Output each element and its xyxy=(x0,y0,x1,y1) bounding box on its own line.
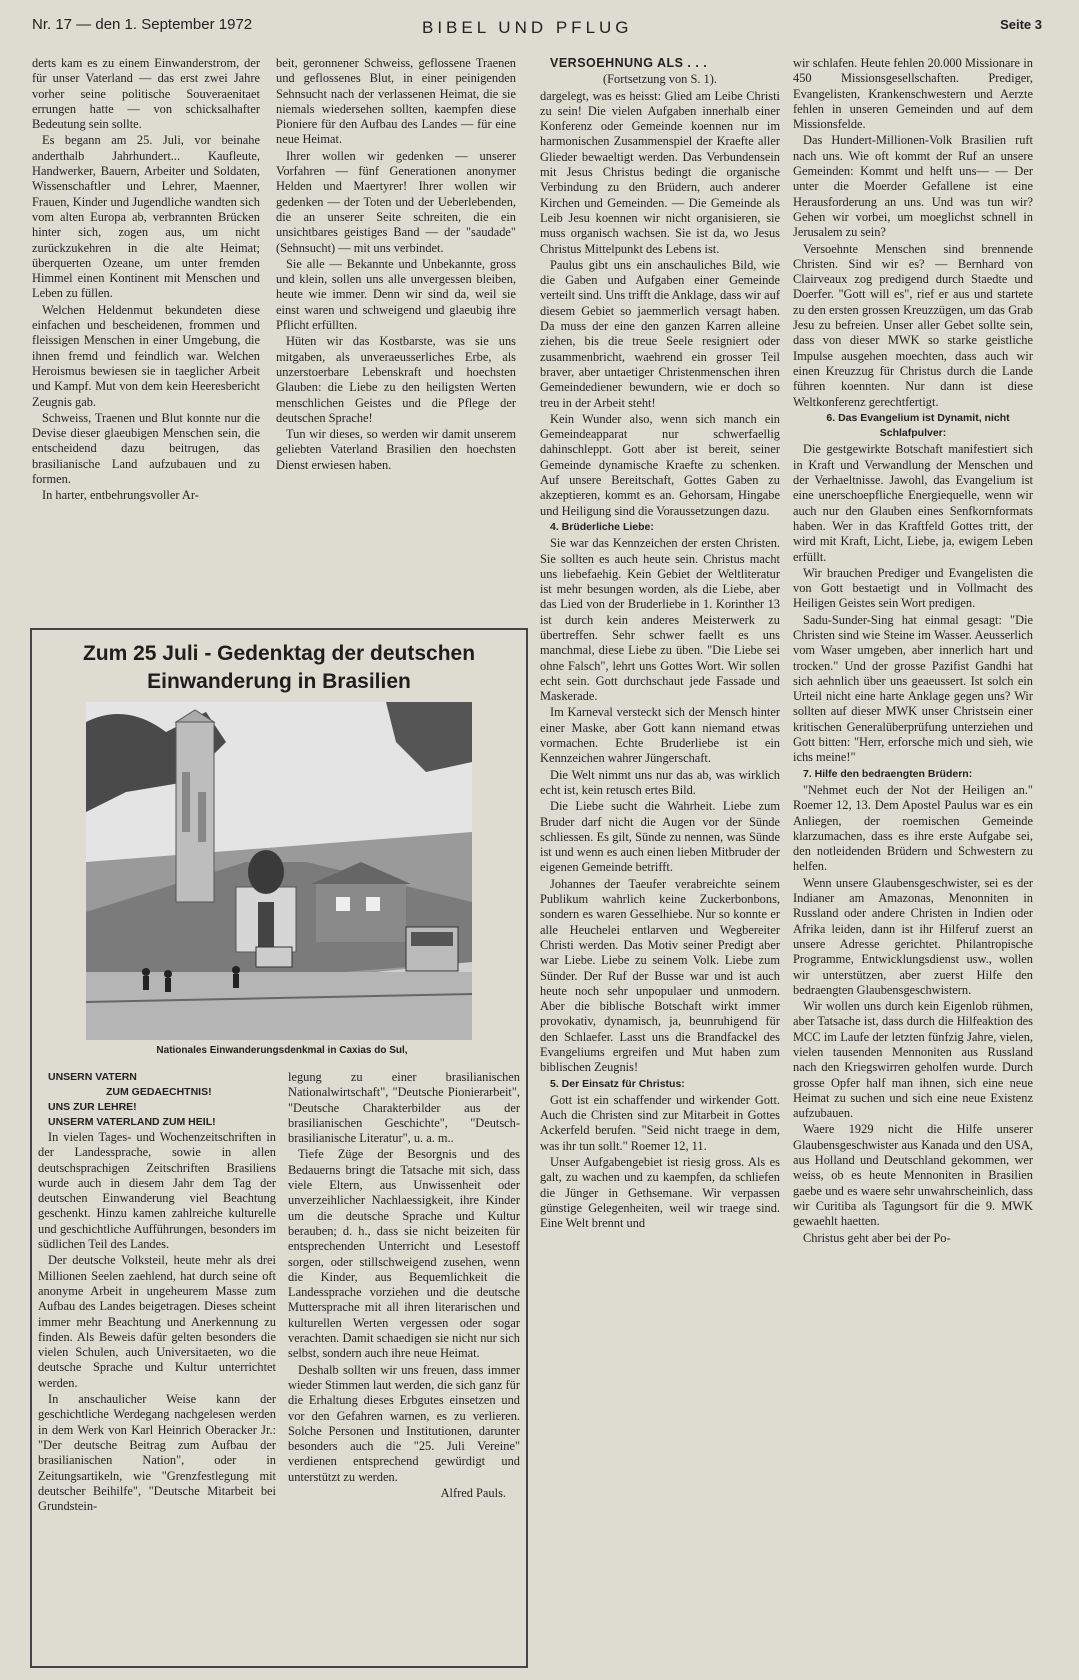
paragraph: wir schlafen. Heute fehlen 20.000 Missionare in 450 Missionsgesellschaften. Prediger, Evangelisten, Krankenschwestern und Aerzte fehlen in unseren Gemeinden und auf dem Missionsfelde. xyxy=(793,56,1033,132)
paragraph: derts kam es zu einem Einwanderstrom, der für unser Vaterland — das erst zwei Jahre vorher seine politische Souveraenitaet errungen hatte — von schicksalhafter Bedeutung sein sollte. xyxy=(32,56,260,132)
paragraph: Ihrer wollen wir gedenken — unserer Vorfahren — fünf Generationen anonymer Helden und Maertyrer! Ihrer wollen wir gedenken — der Toten und der Ueberlebenden, die an unserer Seite schreiten, die ein unsichtbares geistiges Band — der "saudade" (Sehnsucht) — mit uns verbindet. xyxy=(276,148,516,255)
paragraph: Im Karneval versteckt sich der Mensch hinter einer Maske, aber Gott kann niemand etwas vormachen. Echte Bruderliebe ist ein Kennzeichen wahrer Jüngerschaft. xyxy=(540,705,780,766)
paragraph: Versoehnte Menschen sind brennende Christen. Sind wir es? — Bernhard von Clairveaux zog predigend durch Staedte und Doerfer. "Gott will es", rief er aus und startete zu den ersten grossen Kreuzzügen, um das Grab Jesu zu befreien. Unser aller Gebet sollte sein, dass von dieser MWK so starke geistliche Impulse ausgehen moechten, dass auch wir einen Kreuzzug für Christus durch die Lande führen koennten. Nur dann ist diese Weltkonferenz gerechtfertigt. xyxy=(793,241,1033,409)
paragraph: Gott ist ein schaffender und wirkender Gott. Auch die Christen sind zur Mitarbeit in Gottes Ackerfeld berufen. "Seid nicht traege in dem, was ihr tun sollt." Roemer 12, 11. xyxy=(540,1092,780,1153)
paragraph: Schweiss, Traenen und Blut konnte nur die Devise dieser glaeubigen Menschen sein, die entscheidend dazu beitrugen, das brasilianische Land aufzubauen und zu formen. xyxy=(32,410,260,487)
article-column-1 xyxy=(32,56,260,616)
paragraph: Hüten wir das Kostbarste, was sie uns mitgaben, als unveraeusserliches Erbe, als unzerstoerbare Lebenskraft und hoechsten Glauben: die Liebe zu den heiligsten Werten menschlichen Geistes und die Pflege der deutschen Sprache! xyxy=(276,334,516,425)
motto-line: UNS ZUR LEHRE! xyxy=(48,1101,137,1113)
issue-info: Nr. 17 — den 1. September 1972 xyxy=(32,16,253,33)
paragraph: Tiefe Züge der Besorgnis und des Bedauerns bringt die Tatsache mit sich, dass viele Eltern, aus Unwissenheit oder unverzeihlicher Nachlaessigkeit, ihre Kinder um die deutsche Sprache und Kultur berauben; d. h., dass sie nicht beizeiten für entsprechenden Unterricht und Lesestoff sorgen, oder stillschweigend zusehen, wenn die Kinder, aus Bequemlichkeit die Landessprache vorziehen und die deutsche Muttersprache mit all ihren literarischen und kulturellen Werten vergessen oder sogar verachten. Damit schaedigen sie nicht nur sich selbst, sondern auch ihre neue Heimat. xyxy=(288,1147,520,1361)
paragraph: In harter, entbehrungsvoller Ar- xyxy=(42,488,199,503)
paragraph: In anschaulicher Weise kann der geschichtliche Werdegang nachgelesen werden in dem Werk von Karl Heinrich Oberacker Jr.: "Der deutsche Beitrag zum Aufbau der brasilianischen Nation", oder in Zeitungsartikeln, wie "Grenzfestlegung mit deutscher Beihilfe", "Deutsche Mitarbeit bei Grundstein- xyxy=(38,1392,276,1514)
paragraph: Tun wir dieses, so werden wir damit unserem geliebten Vaterland Brasilien den hoechsten Dienst erwiesen haben. xyxy=(276,427,516,472)
paragraph: Waere 1929 nicht die Hilfe unserer Glaubensgeschwister aus Kanada und den USA, aus Holland und Deutschland gekommen, wer weiss, ob es heute Mennoniten in Brasilien gaebe und es waere sehr unwahrscheinlich, dass wir Curitiba als Tagungsort für die 9. MWK gewaehlt haetten. xyxy=(793,1122,1033,1229)
paragraph: Sadu-Sunder-Sing hat einmal gesagt: "Die Christen sind wie Steine im Wasser. Aeusserlich vom Waser umgeben, aber innerlich hart und trocken." Und der grosse Pazifist Gandhi hat sich aehnlich über uns geaeussert. Ist solch ein Urteil nicht eine harte Anklage gegen uns? Wir sollten auf dieser MWK unser Christsein einer kritischen Generalüberprüfung unterziehen und Gott bitten: "Herr, erforsche mich und sieh, wie ichs meine!" xyxy=(793,612,1033,765)
paragraph: Die gestgewirkte Botschaft manifestiert sich in Kraft und Verwandlung der Menschen und der Verhaeltnisse. Jawohl, das Evangelium ist eine unerschoepfliche Energiequelle, wenn wir auch nur den Glauben eines Senfkornformats haben. Wer in das Kraftfeld Gottes tritt, der wird mit Kraft, Licht, Liebe, ja, ewigem Leben erfüllt. xyxy=(793,442,1033,564)
newspaper-title: BIBEL UND PFLUG xyxy=(422,18,633,37)
subheading: 5. Der Einsatz für Christus: xyxy=(550,1077,685,1090)
paragraph: Wir brauchen Prediger und Evangelisten die von Gott bestaetigt und in Vollmacht des Heiligen Geistes sein Wort predigen. xyxy=(793,565,1033,611)
paragraph: Unser Aufgabengebiet ist riesig gross. Als es galt, zu wachen und zu kaempfen, da schliefen die Jünger in Gethsemane. Wir verpassen günstige Gelegenheiten, weil wir traege sind. Eine Welt brennt und xyxy=(540,1155,780,1231)
paragraph: Welchen Heldenmut bekundeten diese einfachen und bescheidenen, frommen und fleissigen Menschen in einer Umgebung, die ihnen fremd und feindlich war. Welchen Heroismus bewiesen sie in taeglicher Arbeit und Kampf. Mut von dem kein Heeresbericht Zeugnis gab. xyxy=(32,302,260,409)
photo-caption: Nationales Einwanderungsdenkmal in Caxias do Sul, xyxy=(156,1045,408,1056)
box-title-line: Zum 25 Juli - Gedenktag der deutschen xyxy=(82,642,476,665)
monument-photo xyxy=(86,702,472,1040)
paragraph: dargelegt, was es heisst: Glied am Leibe Christi zu sein! Die vielen Aufgaben innerhalb einer Konferenz oder Gemeinde koennen nur im harmonischen Zusammenspiel der Kraefte aller Glieder bewaeltigt werden. Das Verbundensein mit Jesus Christus bedingt die organische Verbindung zu den Brüdern, auch anderer Kirchen und Gemeinden. — Die Gemeinde als Leib Jesu koennen wir nicht organisieren, sie muss organisch wachsen. Sie ist da, wo Jesus Christus Mittelpunkt des Lebens ist. xyxy=(540,88,780,256)
paragraph: Es begann am 25. Juli, vor beinahe anderthalb Jahrhundert... Kaufleute, Handwerker, Bauern, Arbeiter und Soldaten, Wissenschaftler und Lehrer, Maenner, Frauen, Kinder und Jugendliche wandten sich vom alten Europa ab, verbrannten Brücken hinter sich, zogen aus, um nicht zurückzukehren in die alte Heimat; überquerten Ozeane, um unter fremden Himmel einen Kontinent mit Menschen und Leben zu füllen. xyxy=(32,133,260,301)
paragraph: Deshalb sollten wir uns freuen, dass immer wieder Stimmen laut werden, die sich ganz für die Erhaltung dieses Erbgutes einsetzen und vor den Gefahren warnen, es zu verlieren. Solche Personen und Institutionen, darunter besonders auch die "25. Juli Vereine" verdienen entsprechend gewürdigt und unterstützt zu werden. xyxy=(288,1362,520,1484)
box-title-line: Einwanderung in Brasilien xyxy=(147,670,411,693)
paragraph: Johannes der Taeufer verabreichte seinem Publikum wahrlich keine Zuckerbonbons, sondern es waren Gesselhiebe. Nur so konnte er alle Heuchelei entlarven und Wegbereiter Christi werden. Das Motiv seiner Predigt aber war Liebe. Liebe zu seinem Volk. Liebe zum Sünder. Der Ruf der Busse war und ist auch heute noch sehr unpopulaer und unmodern. Aber die biblische Botschaft wirkt immer provokativ, dynamisch, ja, beunruhigend für den Schlaefer. Lasst uns die Brandfackel des Evangeliums ergreifen und Mut haben zum biblischen Zeugnis! xyxy=(540,876,780,1075)
paragraph: Die Liebe sucht die Wahrheit. Liebe zum Bruder darf nicht die Augen vor der Sünde schliessen. Es gilt, Sünde zu nennen, was Sünde ist und wenn es auch einen lieben Mitbruder der eigenen Gemeinde betrifft. xyxy=(540,799,780,875)
motto-line: UNSERN VATERN xyxy=(48,1071,137,1083)
subheading: 6. Das Evangelium ist Dynamit, nicht Schlafpulver: xyxy=(826,411,1010,440)
box-title xyxy=(32,640,526,696)
box-column-right xyxy=(288,1070,520,1660)
boxed-article xyxy=(30,628,528,1668)
article-column-4 xyxy=(793,56,1033,1676)
paragraph: legung zu einer brasilianischen Nationalwirtschaft", "Deutsche Pionierarbeit", "Deutsche Charakterbilder aus der brasilianischen Geschichte", "Deutsch-brasilianische Literatur", u. a. m.. xyxy=(288,1070,520,1146)
paragraph: Paulus gibt uns ein anschauliches Bild, wie die Gaben und Aufgaben einer Gemeinde verteilt sind. Uns trifft die Anklage, dass wir auf diesem Gebiet so jaemmerlich versagt haben. Da muss der eine den ganzen Karren alleine ziehen, bis die treue Seele resigniert oder zusammenbricht, waehrend ein grosser Teil braver, aber untaetiger Christenmenschen ihren Gemeindediener bewundern, wie er doch so treu in der Arbeit steht! xyxy=(540,257,780,410)
paragraph: beit, geronnener Schweiss, geflossene Traenen und geflossenes Blut, in einer peinigenden Sehnsucht nach der verlassenen Heimat, die sie niemals wiedersehen sollten, kaempfen diese Pioniere für den Aufbau des Landes — für eine neue Heimat. xyxy=(276,56,516,147)
page-number: Seite 3 xyxy=(1000,17,1042,32)
motto-line: ZUM GEDAECHTNIS! xyxy=(106,1086,212,1098)
motto-line: UNSERM VATERLAND ZUM HEIL! xyxy=(48,1116,216,1128)
paragraph: Wir wollen uns durch kein Eigenlob rühmen, aber Tatsache ist, dass durch die Hilfeaktion des MCC im Laufe der letzten fünfzig Jahre, vielen, vielen tausenden Mennoniten aus Russland nach den Kriegswirren geholfen wurde. Durch grosse Opfer half man ihnen, sich eine neue Heimat zu suchen und sich eine neue Existenz aufzubauen. xyxy=(793,999,1033,1121)
paragraph: In vielen Tages- und Wochenzeitschriften in der Landessprache, sowie in allen deutschsprachigen Zeitschriften Brasiliens wurde auch in diesem Jahr dem Tag der deutschen Einwanderung viel Beachtung geschenkt. Hinzu kamen zahlreiche kulturelle und geschichtliche Aufführungen, besonders im südlichen Teil des Landes. xyxy=(38,1130,276,1252)
paragraph: Kein Wunder also, wenn sich manch ein Gemeindeapparat nur schwerfaellig dahinschleppt. Gott aber ist bereit, seiner Gemeinde dynamische Kraefte zu schenken. Auf unsere Bereitschaft, Gottes Gaben zu akzeptieren, kommt es an. Gehorsam, Hingabe und Heiligung sind die Voraussetzungen dazu. xyxy=(540,411,780,518)
author-signature: Alfred Pauls. xyxy=(440,1486,506,1501)
paragraph: Wenn unsere Glaubensgeschwister, sei es der Indianer am Amazonas, Menonniten in Russland oder andere Christen in Indien oder Afrika leiden, dann ist ihr Hilferuf zuerst an unsere Adresse gerichtet. Philantropische Programme, Entwicklungsdienst usw., wollen wir unterstützen, aber zuerst Hilfe den bedraengten Glaubensgeschwistern. xyxy=(793,875,1033,997)
paragraph: Die Welt nimmt uns nur das ab, was wirklich echt ist, kein retusch ertes Bild. xyxy=(540,767,780,797)
continuation-note: (Fortsetzung von S. 1). xyxy=(603,72,717,87)
paragraph: Das Hundert-Millionen-Volk Brasilien ruft nach uns. Wie oft kommt der Ruf an unsere Gemeinden: Kommt und helft uns— — Der unter die Moerder Gefallene ist eine Herausforderung an uns. Und was tun wir? Gehen wir vorbei, um moeglichst schnell in Jerusalem zu sein? xyxy=(793,133,1033,240)
paragraph: Sie alle — Bekannte und Unbekannte, gross und klein, sollen uns alle unvergessen bleiben, heute wie immer. Denn wir sind da, weil sie einst waren und schweigend und glaeubig ihre Pflicht erfüllten. xyxy=(276,256,516,333)
article-title: VERSOEHNUNG ALS . . . xyxy=(550,56,708,70)
paragraph: "Nehmet euch der Not der Heiligen an." Roemer 12, 13. Dem Apostel Paulus war es ein Anliegen, der roemischen Gemeinde klarzumachen, dass es ihre erste Aufgabe sei, den notleidenden Brüdern und Schwestern zu helfen. xyxy=(793,782,1033,874)
paragraph: Christus geht aber bei der Po- xyxy=(803,1230,951,1245)
article-column-2 xyxy=(276,56,516,616)
paragraph: Der deutsche Volksteil, heute mehr als drei Millionen Seelen zaehlend, hat durch seine oft anonyme Arbeit in ungeheurem Masse zum Aufbau des Landes beigetragen. Dieses scheint immer mehr Beachtung und Anerkennung zu finden. Als Beweis dafür gelten besonders die vielen Schulen, auch Universitaeten, wo die deutsche Sprache und Kultur unterrichtet werden. xyxy=(38,1253,276,1390)
article-column-3 xyxy=(540,56,780,1676)
paragraph: Sie war das Kennzeichen der ersten Christen. Sie sollten es auch heute sein. Christus macht uns liebefaehig. Kein Gebiet der Weltliteratur ist mehr besungen worden, als die Liebe, aber das Lied von der Bruderliebe in 1. Korinther 13 ist durch kein anderes Meisterwerk zu übertreffen. Sehr schwer faellt es uns manchmal, diese Liebe zu üben. "Die Liebe sei ohne Falsch", lehrt uns Gottes Wort. Wir sollen echt sein. Gott durchschaut jede Fassade und Maskerade. xyxy=(540,536,780,704)
subheading: 7. Hilfe den bedraengten Brüdern: xyxy=(803,767,973,780)
page-header xyxy=(32,12,1042,38)
subheading: 4. Brüderliche Liebe: xyxy=(550,520,654,533)
box-column-left xyxy=(38,1070,276,1660)
